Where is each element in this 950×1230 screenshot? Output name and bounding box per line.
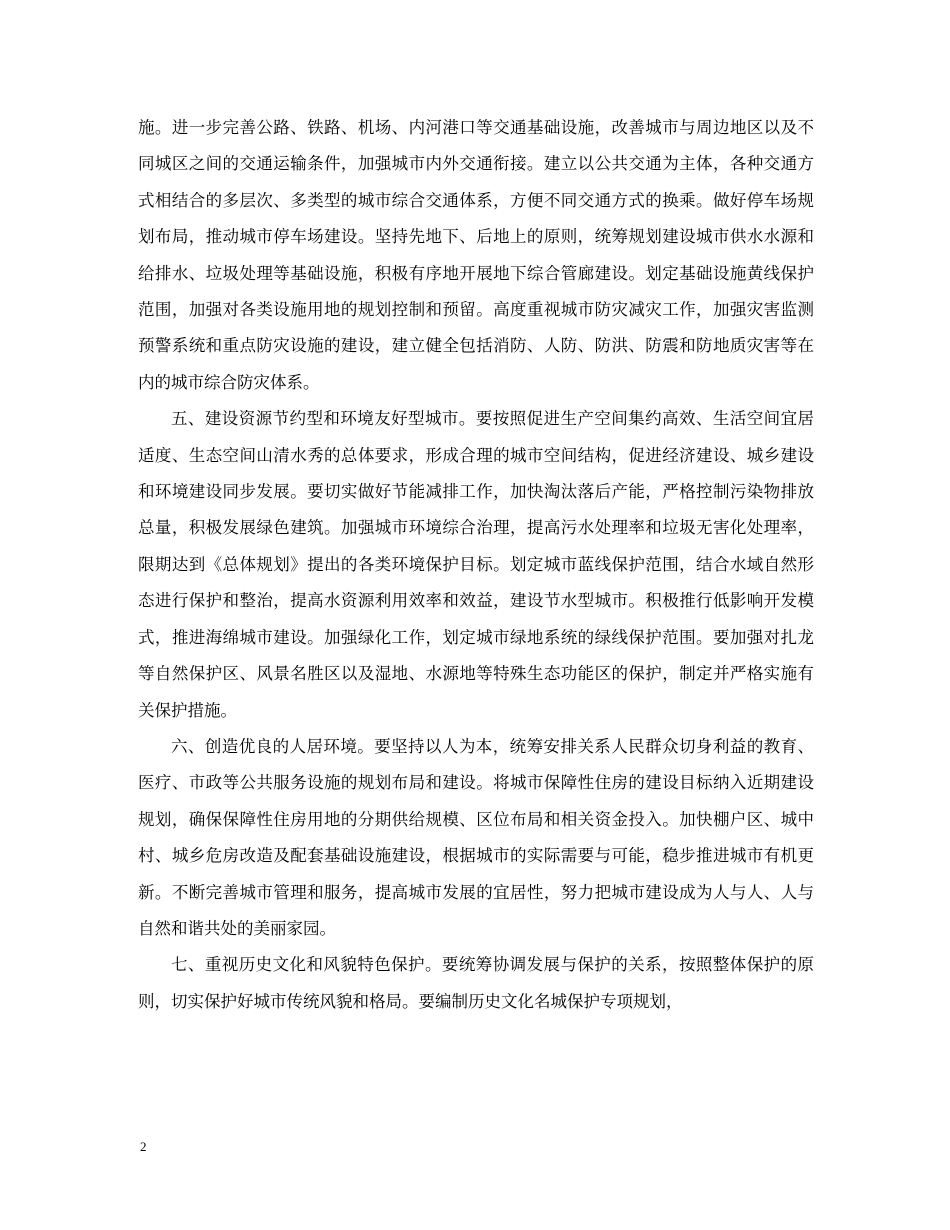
- paragraph-infrastructure: 施。进一步完善公路、铁路、机场、内河港口等交通基础设施，改善城市与周边地区以及不同城区之间的交通运输条件，加强城市内外交通衔接。建立以公共交通为主体，各种交通方式相结合的多层次、多类型的城市综合交通体系，方便不同交通方式的换乘。做好停车场规划布局，推动城市停车场建设。坚持先地下、后地上的原则，统筹规划建设城市供水水源和给排水、垃圾处理等基础设施，积极有序地开展地下综合管廊建设。划定基础设施黄线保护范围，加强对各类设施用地的规划控制和预留。高度重视城市防灾减灾工作，加强灾害监测预警系统和重点防灾设施的建设，建立健全包括消防、人防、防洪、防震和防地质灾害等在内的城市综合防灾体系。: [138, 118, 814, 392]
- page-number: 2: [140, 1139, 147, 1154]
- paragraph-section-five: 五、建设资源节约型和环境友好型城市。要按照促进生产空间集约高效、生活空间宜居适度、生态空间山清水秀的总体要求，形成合理的城市空间结构，促进经济建设、城乡建设和环境建设同步发展。要切实做好节能减排工作，加快淘汰落后产能，严格控制污染物排放总量，积极发展绿色建筑。加强城市环境综合治理，提高污水处理率和垃圾无害化处理率，限期达到《总体规划》提出的各类环境保护目标。划定城市蓝线保护范围，结合水域自然形态进行保护和整治，提高水资源利用效率和效益，建设节水型城市。积极推行低影响开发模式，推进海绵城市建设。加强绿化工作，划定城市绿地系统的绿线保护范围。要加强对扎龙等自然保护区、风景名胜区以及湿地、水源地等特殊生态功能区的保护，制定并严格实施有关保护措施。: [138, 409, 814, 720]
- paragraph-section-seven: 七、重视历史文化和风貌特色保护。要统筹协调发展与保护的关系，按照整体保护的原则，切实保护好城市传统风貌和格局。要编制历史文化名城保护专项规划，: [138, 955, 814, 1011]
- paragraph-section-six: 六、创造优良的人居环境。要坚持以人为本，统筹安排关系人民群众切身利益的教育、医疗、市政等公共服务设施的规划布局和建设。将城市保障性住房的建设目标纳入近期建设规划，确保保障性住房用地的分期供给规模、区位布局和相关资金投入。加快棚户区、城中村、城乡危房改造及配套基础设施建设，根据城市的实际需要与可能，稳步推进城市有机更新。不断完善城市管理和服务，提高城市发展的宜居性，努力把城市建设成为人与人、人与自然和谐共处的美丽家园。: [138, 736, 814, 938]
- document-body: [138, 110, 814, 1020]
